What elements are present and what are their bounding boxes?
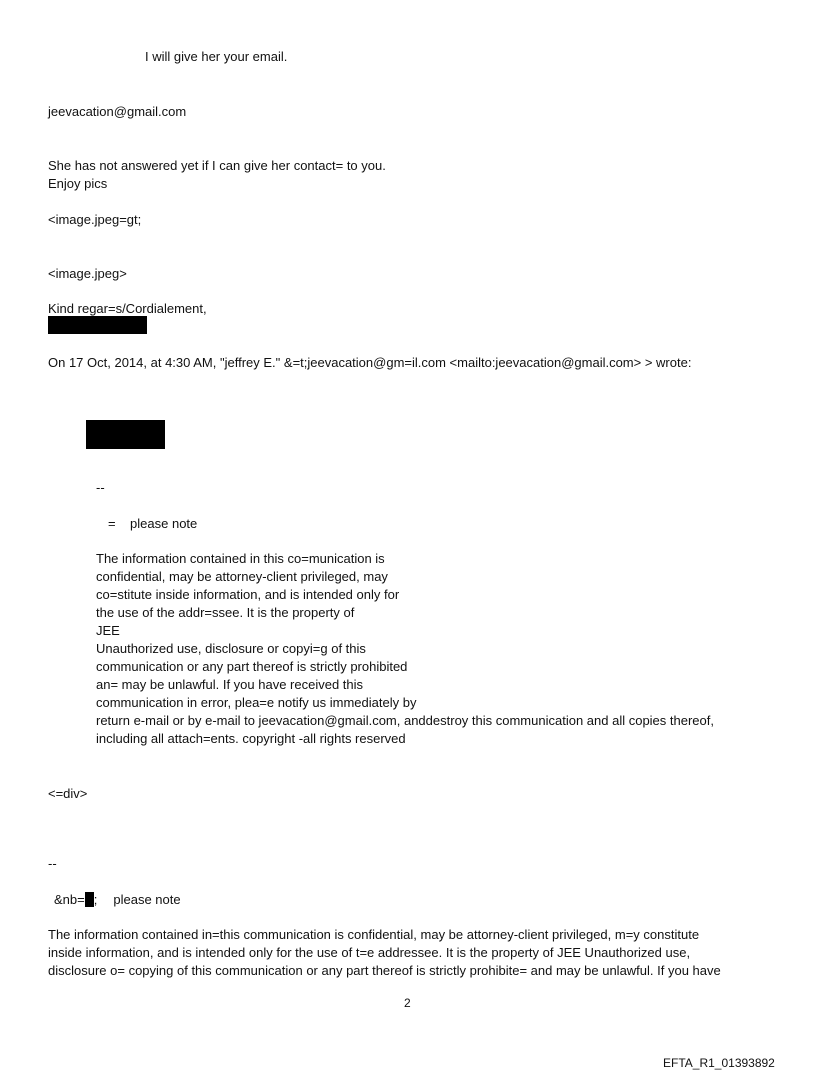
nbsp-suffix: ; bbox=[93, 892, 98, 907]
notice-line: communication or any part thereof is strictly prohibited bbox=[96, 659, 408, 674]
email-address-line: jeevacation@gmail.com bbox=[48, 104, 187, 119]
redaction-signature bbox=[48, 316, 147, 334]
page-number: 2 bbox=[404, 996, 411, 1010]
signature-dashes-2: -- bbox=[48, 856, 57, 871]
document-id: EFTA_R1_01393892 bbox=[663, 1056, 775, 1070]
notice-line: inside information, and is intended only for the use of t=e addressee. It is the property of JEE Unauthorized use, bbox=[48, 945, 691, 960]
notice-line: JEE bbox=[96, 623, 120, 638]
nbsp-prefix: &nb= bbox=[54, 892, 85, 907]
inline-redaction bbox=[85, 892, 94, 907]
please-note-2: please note bbox=[113, 892, 181, 907]
div-tag-line: <=div> bbox=[48, 786, 88, 801]
give-email-line: I will give her your email. bbox=[145, 49, 288, 64]
notice-line: return e-mail or by e-mail to jeevacation@gmail.com, anddestroy this communication and all copies thereof, bbox=[96, 713, 714, 728]
confidentiality-notice-1 bbox=[96, 550, 714, 748]
on-wrote-line: On 17 Oct, 2014, at 4:30 AM, "jeffrey E." &=t;jeevacation@gm=il.com <mailto:jeevacation@gmail.com> > wrote: bbox=[48, 355, 692, 370]
image-attachment-2: <image.jpeg> bbox=[48, 266, 127, 281]
image-attachment-1: <image.jpeg=gt; bbox=[48, 212, 142, 227]
notice-line: disclosure o= copying of this communication or any part thereof is strictly prohibite= and may be unlawful. If you have bbox=[48, 963, 721, 978]
redaction-block bbox=[86, 420, 165, 449]
notice-line: including all attach=ents. copyright -all rights reserved bbox=[96, 731, 406, 746]
signature-dashes-1: -- bbox=[96, 480, 105, 495]
notice-line: communication in error, plea=e notify us immediately by bbox=[96, 695, 417, 710]
please-note-1: = please note bbox=[108, 516, 198, 531]
notice-line: confidential, may be attorney-client privileged, may bbox=[96, 569, 388, 584]
notice-line: The information contained in this co=munication is bbox=[96, 551, 385, 566]
regards-line: Kind regar=s/Cordialement, bbox=[48, 301, 207, 316]
notice-line: an= may be unlawful. If you have received this bbox=[96, 677, 364, 692]
confidentiality-notice-2 bbox=[48, 926, 721, 980]
notice-line: Unauthorized use, disclosure or copyi=g of this bbox=[96, 641, 366, 656]
not-answered-line: She has not answered yet if I can give her contact= to you. bbox=[48, 158, 386, 173]
notice-line: co=stitute inside information, and is intended only for bbox=[96, 587, 400, 602]
notice-line: the use of the addr=ssee. It is the property of bbox=[96, 605, 355, 620]
notice-line: The information contained in=this communication is confidential, may be attorney-client privileged, m=y constitute bbox=[48, 927, 700, 942]
enjoy-pics-line: Enjoy pics bbox=[48, 176, 108, 191]
nbsp-line bbox=[54, 891, 181, 909]
